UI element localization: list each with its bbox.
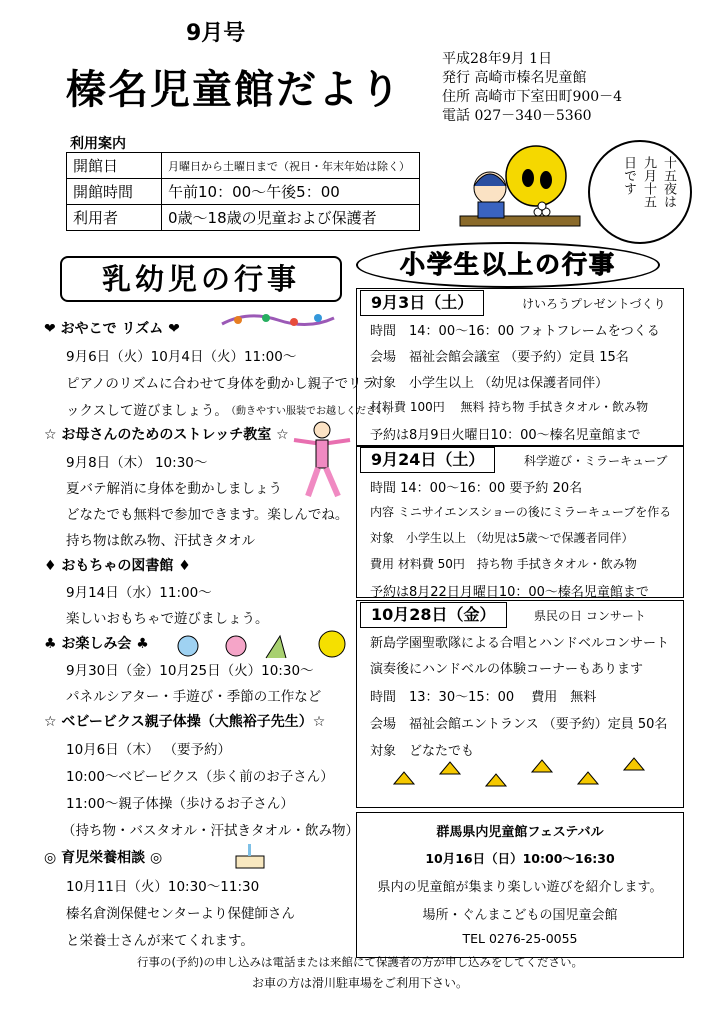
event-line: 予約は8月22日月曜日10：00～榛名児童館まで (370, 585, 649, 600)
table-row (67, 153, 420, 179)
event-line: ックスして遊びましょう。 (66, 403, 228, 419)
event-line: 会場 福祉会館エントランス （要予約）定員 50名 (370, 717, 668, 732)
guide-key: 利用者 (67, 205, 162, 231)
event-line: 持ち物は飲み物、汗拭きタオル (66, 533, 255, 549)
event-line: 夏バテ解消に身体を動かしましょう (66, 481, 282, 497)
event-note: （動きやすい服装でお越しください） (226, 406, 396, 417)
event-line: 9月6日（火）10月4日（火）11:00～ (66, 349, 297, 365)
moon-note-bubble (588, 140, 692, 244)
event-line: 新島学園聖歌隊による合唱とハンドベルコンサート (370, 636, 670, 651)
event-line: 9月30日（金）10月25日（火）10:30～ (66, 663, 314, 679)
event-line: 時間 14：00～16：00 フォトフレームをつくる (370, 324, 660, 339)
puppets-illustration-icon (174, 628, 350, 664)
event-line: 対象 小学生以上 （幼児は保護者同伴） (370, 376, 609, 391)
event-line: 内容 ミニサイエンスショーの後にミラーキューブを作る (370, 505, 672, 519)
event-title: ◎ 育児栄養相談 ◎ (44, 850, 163, 866)
festival-description: 県内の児童館が集まり楽しい遊びを紹介します。 (377, 880, 663, 895)
guide-heading: 利用案内 (70, 136, 126, 152)
table-row (67, 179, 420, 205)
festival-phone: TEL 0276-25-0055 (462, 931, 578, 946)
event-line: パネルシアター・手遊び・季節の工作など (66, 689, 322, 705)
festival-box (356, 812, 684, 958)
moon-note-line: 十五夜は (661, 156, 676, 208)
event-line: 対象 どなたでも (370, 744, 475, 759)
newsletter-title: 榛名児童館だより (66, 67, 402, 113)
pub-phone: 電話 027－340－5360 (442, 108, 592, 124)
event-title: ☆ ベビービクス親子体操（大熊裕子先生）☆ (44, 714, 326, 730)
stretching-woman-icon (292, 418, 354, 500)
guide-value: 0歳～18歳の児童および保護者 (162, 205, 420, 231)
publisher-info (442, 50, 622, 126)
handbells-illustration-icon (374, 744, 674, 802)
event-line: 時間 14：00～16：00 要予約 20名 (370, 481, 583, 496)
pub-date: 平成28年9月 1日 (442, 51, 553, 67)
event-title: ☆ お母さんのためのストレッチ教室 ☆ (44, 427, 289, 443)
event-date: 9月3日（土） (360, 290, 484, 316)
event-line: どなたでも無料で参加できます。楽しんでね。 (66, 507, 349, 523)
event-line: 榛名倉渕保健センターより保健師さん (66, 906, 295, 922)
festival-title: 群馬県内児童館フェステバル (436, 825, 604, 840)
festival-date: 10月16日（日）10:00～16:30 (425, 851, 615, 866)
guide-value: 午前10：00～午後5：00 (162, 179, 420, 205)
moon-note-line: 九月十五 (641, 156, 656, 208)
event-line: 11:00～親子体操（歩けるお子さん） (66, 796, 294, 812)
event-line: 10月11日（火）10:30～11:30 (66, 879, 260, 895)
guide-key: 開館時間 (67, 179, 162, 205)
event-line: 時間 13：30～15：00 費用 無料 (370, 690, 597, 705)
moon-note-line: 日です (621, 156, 636, 195)
event-line: 9月8日（木） 10:30～ (66, 455, 208, 471)
event-date: 10月28日（金） (360, 602, 507, 628)
footer-parking-note: お車の方は滑川駐車場をご利用下さい。 (251, 976, 468, 990)
event-line: 予約は8月9日火曜日10：00～榛名児童館まで (370, 428, 641, 443)
festival-place: 場所・ぐんまこどもの国児童会館 (422, 908, 618, 923)
issue-label: 9月号 (186, 21, 246, 46)
event-line: と栄養士さんが来てくれます。 (66, 933, 254, 949)
table-row (67, 205, 420, 231)
event-line: 9月14日（水）11:00～ (66, 585, 212, 601)
event-line: 楽しいおもちゃで遊びましょう。 (66, 611, 269, 627)
event-line: ピアノのリズムに合わせて身体を動かし親子でリラ (66, 376, 376, 392)
event-line: 10:00～ベビービクス（歩く前のお子さん） (66, 769, 334, 785)
event-subtitle: けいろうプレゼントづくり (522, 297, 666, 311)
guide-table (66, 152, 420, 231)
event-line: 演奏後にハンドベルの体験コーナーもあります (370, 662, 644, 677)
guide-value: 月曜日から土曜日まで（祝日・年末年始は除く） (162, 153, 420, 179)
pub-publisher: 発行 高崎市榛名児童館 (442, 70, 587, 86)
music-notes-icon (218, 308, 338, 332)
event-title: ❤ おやこで リズム ❤ (44, 321, 180, 337)
cake-icon (230, 842, 270, 872)
event-subtitle: 科学遊び・ミラーキューブ (524, 454, 668, 468)
moon-viewing-illustration (450, 140, 590, 240)
guide-key: 開館日 (67, 153, 162, 179)
elementary-events-banner: 小学生以上の行事 (356, 242, 660, 288)
event-line: 材料費 100円 無料 持ち物 手拭きタオル・飲み物 (370, 400, 649, 414)
event-subtitle: 県民の日 コンサート (534, 609, 646, 623)
event-title: ♣ お楽しみ会 ♣ (44, 636, 149, 652)
event-title: ♦ おもちゃの図書館 ♦ (44, 558, 191, 574)
footer-note: 行事の(予約)の申し込みは電話または来館にて保護者の方が申し込みをしてください。 (137, 955, 583, 969)
event-date: 9月24日（土） (360, 447, 495, 473)
event-line: 会場 福祉会館会議室 （要予約）定員 15名 (370, 350, 629, 365)
event-line: 10月6日（木） （要予約） (66, 742, 232, 758)
event-line: 費用 材料費 50円 持ち物 手拭きタオル・飲み物 (370, 557, 637, 571)
event-line: 対象 小学生以上 （幼児は5歳～で保護者同伴） (370, 531, 634, 545)
pub-address: 住所 高崎市下室田町900－4 (442, 89, 623, 105)
event-line: （持ち物・バスタオル・汗拭きタオル・飲み物） (62, 823, 359, 839)
infant-events-banner: 乳幼児の行事 (60, 256, 342, 302)
